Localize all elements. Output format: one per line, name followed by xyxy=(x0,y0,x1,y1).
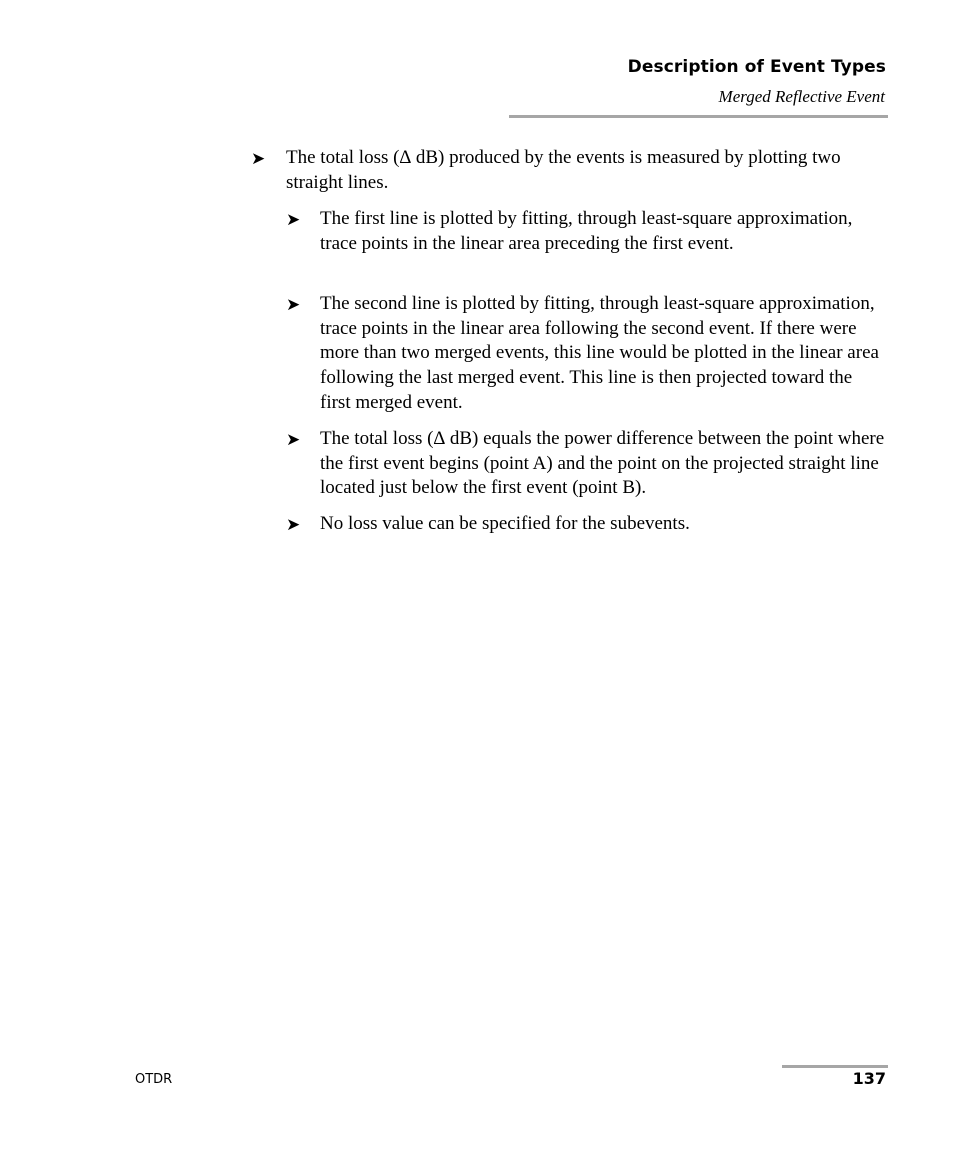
bullet-arrow-icon: ➤ xyxy=(286,210,301,230)
running-header-title: Description of Event Types xyxy=(627,57,886,77)
bullet-arrow-icon: ➤ xyxy=(286,295,301,315)
header-rule xyxy=(509,115,888,118)
bullet-arrow-icon: ➤ xyxy=(286,515,301,535)
page-number: 137 xyxy=(852,1069,886,1088)
list-item: The first line is plotted by fitting, through least-square approximation, trace points in the linear area preceding the first event. xyxy=(320,208,853,254)
list-item: The second line is plotted by fitting, through least-square approximation, trace points in the linear area following the second event. If there were more than two merged events, this line would be plotted in the linear area following the last merged event. This line is then projected toward the first merged event. xyxy=(320,293,879,413)
footer-product-name: OTDR xyxy=(135,1072,173,1087)
list-item: No loss value can be specified for the subevents. xyxy=(320,513,690,534)
bullet-arrow-icon: ➤ xyxy=(251,149,266,169)
footer-rule xyxy=(782,1065,888,1068)
bullet-arrow-icon: ➤ xyxy=(286,430,301,450)
running-header-subtitle: Merged Reflective Event xyxy=(718,87,885,106)
intro-paragraph: The total loss (∆ dB) produced by the events is measured by plotting two straight lines. xyxy=(286,147,841,193)
list-item: The total loss (∆ dB) equals the power difference between the point where the first event begins (point A) and the point on the projected straight line located just below the first event (point B). xyxy=(320,428,885,499)
